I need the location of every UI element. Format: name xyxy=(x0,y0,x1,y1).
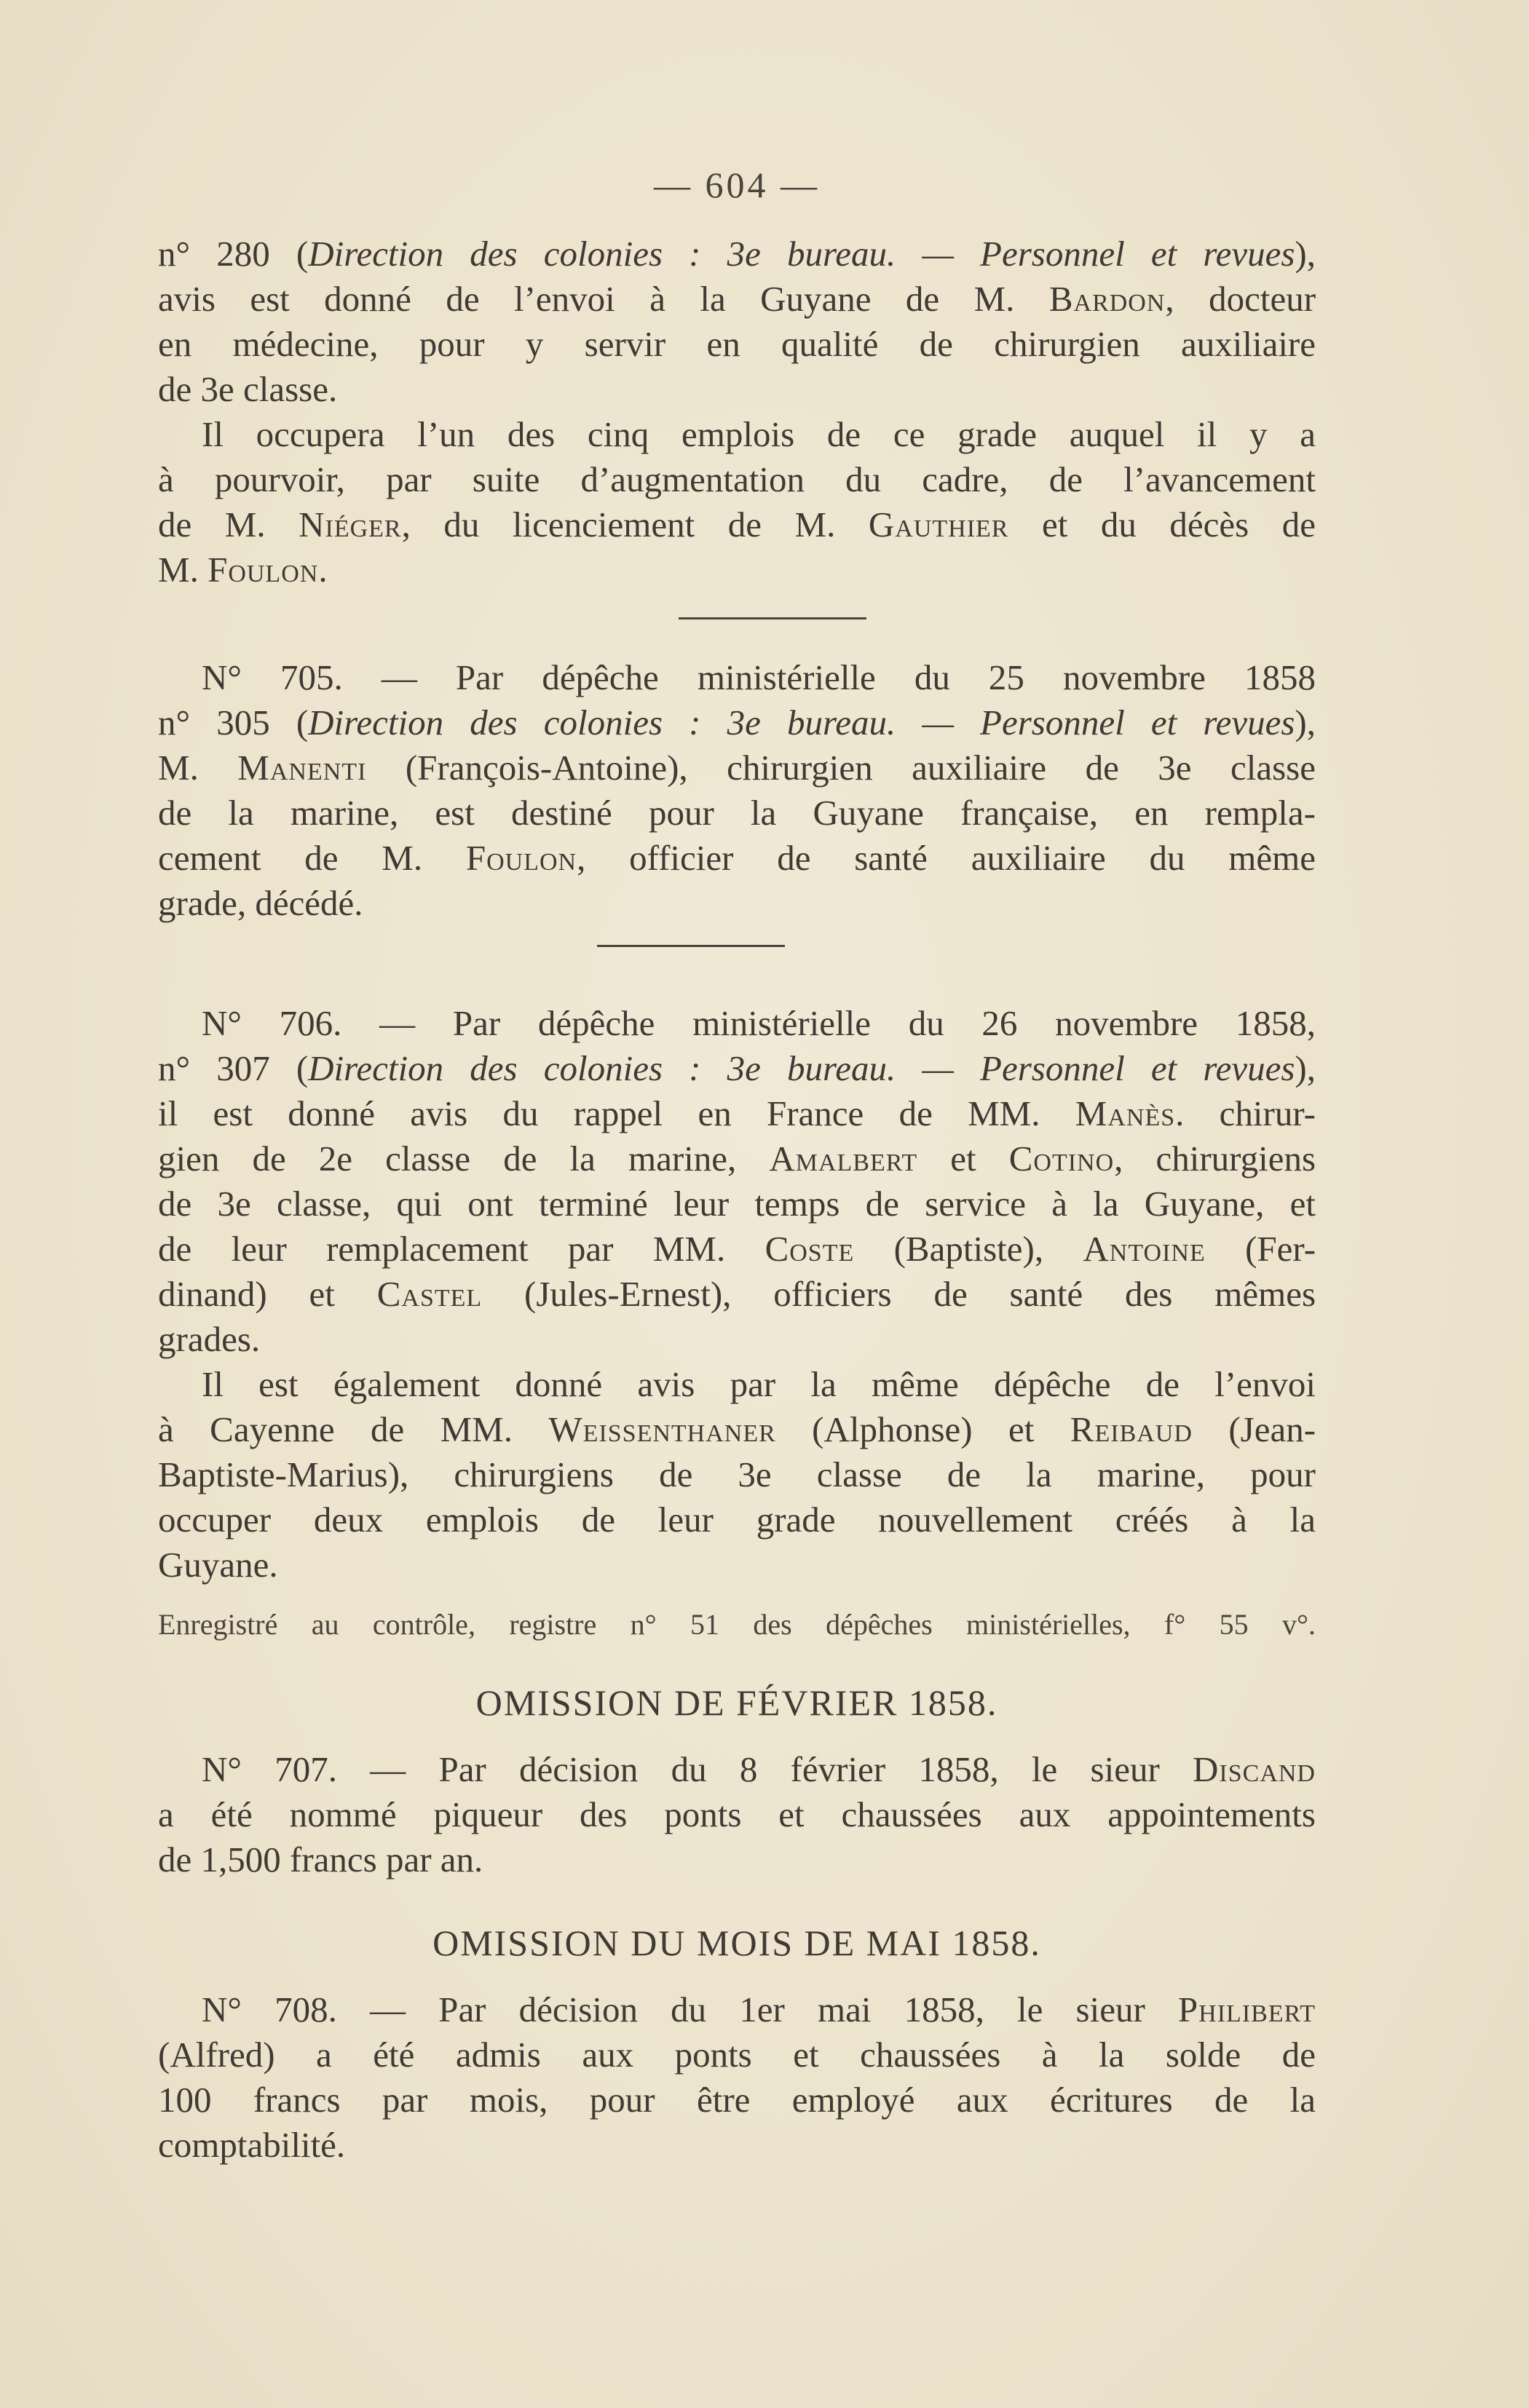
text-line: de 3e classe. xyxy=(158,369,338,409)
entry-continued: n° 280 (Direction des colonies : 3e bureau. — Personnel et revues), avis est donné de l’envoi à la Guyane de M. Bardon, docteur en médecine, pour y servir en qualité de chirurgien auxiliaire de 3e classe. Il occupera l’un des cinq emplois de ce grade auquel il y a à pourvoir, par suite d’augmentation du cadre, de l’avancement de M. Niéger, du licenciement de M. Gauthier et du décès de M. Foulon. xyxy=(158,234,1316,590)
surname: Discand xyxy=(1193,1749,1316,1789)
surname: Gauthier xyxy=(868,504,1009,544)
text-line: N° 705. — Par dépêche ministérielle du 25 novembre 1858 xyxy=(202,657,1316,697)
surname: Cotino xyxy=(1008,1138,1115,1179)
text-line: de la marine, est destiné pour la Guyane française, en rempla- xyxy=(158,793,1316,833)
text-line: , chirurgiens xyxy=(1114,1138,1316,1179)
text-line: (Fer- xyxy=(1245,1229,1316,1269)
text-line: de M. xyxy=(158,504,266,544)
text-line: n° 280 xyxy=(158,234,270,274)
text-line: en médecine, pour y servir en qualité de chirurgien auxiliaire xyxy=(158,324,1316,364)
text-line: gien de 2e classe de la marine, xyxy=(158,1138,737,1179)
italic-text: Direction des colonies : 3e bureau. — Personnel et revues xyxy=(308,1048,1295,1088)
surname: Amalbert xyxy=(769,1138,918,1179)
text-line: Il occupera l’un des cinq emplois de ce grade auquel il y a xyxy=(202,414,1316,454)
italic-text: Direction des colonies : 3e bureau. — Personnel et revues xyxy=(308,702,1295,742)
text-line: de 3e classe, qui ont terminé leur temps de service à la Guyane, et xyxy=(158,1184,1316,1224)
text-line: comptabilité. xyxy=(158,2125,346,2165)
text-line: M. xyxy=(158,550,199,590)
entry-707 xyxy=(158,1747,1316,1882)
text-line: . chirur- xyxy=(1175,1093,1316,1133)
surname: Weissenthaner xyxy=(548,1409,776,1449)
surname: Castel xyxy=(376,1274,483,1314)
text-line: Baptiste-Marius), chirurgiens de 3e classe de la marine, pour xyxy=(158,1454,1316,1494)
surname: Reibaud xyxy=(1070,1409,1193,1449)
registration-note: Enregistré au contrôle, registre n° 51 des dépêches ministérielles, f° 55 v°. xyxy=(158,1608,1316,1641)
text-line: (Jean- xyxy=(1228,1409,1316,1449)
entry-706 xyxy=(158,1001,1316,1588)
surname: Manès xyxy=(1075,1093,1176,1133)
text-line: Il est également donné avis par la même dépêche de l’envoi xyxy=(202,1364,1316,1404)
text-line: ), xyxy=(1295,1048,1316,1088)
text-line: N° 708. — Par décision du 1er mai 1858, le sieur xyxy=(202,1989,1145,2029)
text-line: N° 706. — Par dépêche ministérielle du 26 novembre 1858, xyxy=(202,1003,1316,1043)
text-line: Guyane. xyxy=(158,1545,278,1585)
italic-text: Direction des colonies : 3e bureau. — Personnel et revues xyxy=(308,234,1295,274)
text-line: grades. xyxy=(158,1319,261,1359)
surname: Philibert xyxy=(1177,1989,1316,2029)
section-heading-february: OMISSION DE FÉVRIER 1858. xyxy=(475,1682,998,1723)
text-line: a été nommé piqueur des ponts et chaussées aux appointements xyxy=(158,1794,1316,1834)
text-line: , du licenciement de M. xyxy=(401,504,836,544)
text-line: il est donné avis du rappel en France de MM. xyxy=(158,1093,1040,1133)
section-heading-may: OMISSION DU MOIS DE MAI 1858. xyxy=(432,1922,1041,1963)
surname: Foulon xyxy=(465,838,577,878)
text-line: occuper deux emplois de leur grade nouvellement créés à la xyxy=(158,1500,1316,1540)
text-line: de leur remplacement par MM. xyxy=(158,1229,726,1269)
text-line: et xyxy=(950,1138,976,1179)
text-line: , officier de santé auxiliaire du même xyxy=(577,838,1316,878)
text-line: (Baptiste), xyxy=(893,1229,1044,1269)
surname: Manenti xyxy=(237,748,367,788)
surname: Bardon xyxy=(1048,279,1166,319)
text-line: grade, décédé. xyxy=(158,883,363,923)
text-line: à Cayenne de MM. xyxy=(158,1409,513,1449)
text-line: à pourvoir, par suite d’augmentation du cadre, de l’avancement xyxy=(158,459,1316,499)
text-line: 100 francs par mois, pour être employé aux écritures de la xyxy=(158,2080,1316,2120)
entry-705 xyxy=(158,655,1316,926)
surname: Antoine xyxy=(1083,1229,1206,1269)
page-number: — 604 — xyxy=(654,165,820,205)
text-line: (François-Antoine), chirurgien auxiliaire de 3e classe xyxy=(405,748,1316,788)
text-line: de 1,500 francs par an. xyxy=(158,1839,483,1880)
text-line: , docteur xyxy=(1165,279,1316,319)
text-line: N° 707. — Par décision du 8 février 1858, le sieur xyxy=(202,1749,1160,1789)
text-line: dinand) et xyxy=(158,1274,335,1314)
text-line: M. xyxy=(158,748,199,788)
surname: Niéger xyxy=(299,504,402,544)
text-line: cement de M. xyxy=(158,838,423,878)
text-line: ), xyxy=(1295,702,1316,742)
separator-rule xyxy=(597,945,785,947)
surname: Foulon xyxy=(208,550,319,590)
text-line: avis est donné de l’envoi à la Guyane de M. xyxy=(158,279,1015,319)
text-line: (Alphonse) et xyxy=(812,1409,1035,1449)
text-line: n° 305 ( xyxy=(158,702,309,742)
entry-708 xyxy=(158,1987,1316,2168)
text-line: (Alfred) a été admis aux ponts et chaussées à la solde de xyxy=(158,2035,1316,2075)
text-line: (Jules-Ernest), officiers de santé des mêmes xyxy=(524,1274,1316,1314)
text-line: n° 307 ( xyxy=(158,1048,309,1088)
text-line: et du décès de xyxy=(1042,504,1316,544)
surname: Coste xyxy=(764,1229,855,1269)
text-line: . xyxy=(318,550,328,590)
separator-rule xyxy=(679,617,866,619)
